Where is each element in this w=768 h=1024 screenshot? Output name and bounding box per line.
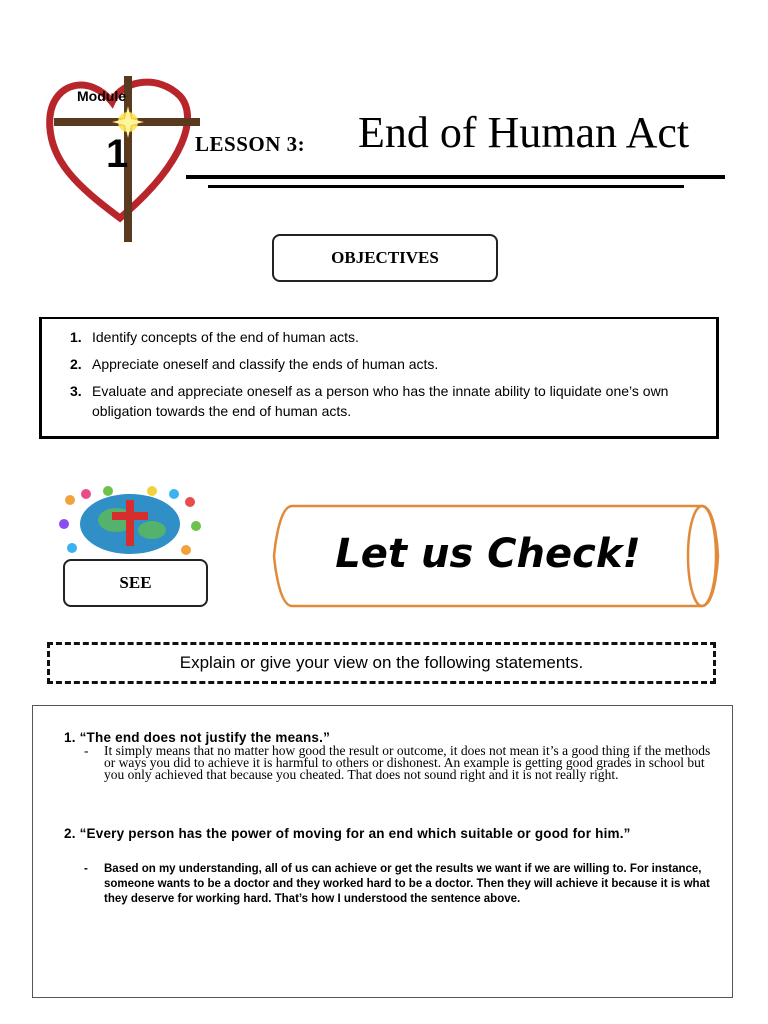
lesson-title: End of Human Act [358, 108, 690, 157]
see-label-box [63, 559, 208, 607]
answer-box [32, 705, 733, 998]
objective-item [70, 354, 702, 374]
answer-text: Based on my understanding, all of us can achieve or get the results we want if we are willing to. For instance, someone wants to be a doctor and they worked hard to be a doctor. Then they will achieve it because it is what they deserve for working hard. That’s how I understood the sentence above. [104, 863, 710, 905]
objectives-heading: OBJECTIVES [331, 248, 439, 267]
title-underline [186, 175, 725, 179]
objective-number: 3. [70, 383, 82, 399]
cross-icon [126, 500, 134, 546]
objective-number: 1. [70, 329, 82, 345]
lesson-label: LESSON 3: [195, 132, 306, 156]
let-us-check-heading: Let us Check! [335, 531, 641, 577]
objective-item [70, 381, 702, 421]
objective-number: 2. [70, 356, 82, 372]
objective-text: Appreciate oneself and classify the ends of human acts. [92, 356, 439, 372]
bullet-dash: - [84, 743, 89, 758]
objective-text: Evaluate and appreciate oneself as a person who has the innate ability to liquidate one’s own obligation towards the end of human acts. [92, 383, 669, 419]
instruction-text: Explain or give your view on the following statements. [179, 653, 584, 672]
module-number: 1 [106, 132, 129, 176]
title-underline-secondary [208, 185, 684, 188]
objectives-list [39, 317, 719, 439]
objectives-heading-box [272, 234, 498, 282]
statement-1-answer [84, 745, 720, 781]
statement-2-answer [84, 862, 720, 907]
instruction-box [47, 642, 716, 684]
see-label: SEE [119, 573, 152, 592]
objective-text: Identify concepts of the end of human acts. [92, 329, 359, 345]
statement-2-title: 2. “Every person has the power of moving for an end which suitable or good for him.” [64, 826, 631, 841]
answer-text: It simply means that no matter how good the result or outcome, it does not mean it’s a good thing if the methods or ways you did to achieve it is harmful to others or dishonest. An example is getting good grades in school but you only achieved that because you cheated. That does not sound right and it is not really right. [104, 743, 711, 782]
objective-item [70, 327, 702, 347]
statement-1-title: 1. “The end does not justify the means.” [64, 730, 331, 745]
module-label: Module [77, 88, 126, 104]
globe-children-illustration [56, 486, 202, 562]
bullet-dash: - [84, 863, 88, 875]
